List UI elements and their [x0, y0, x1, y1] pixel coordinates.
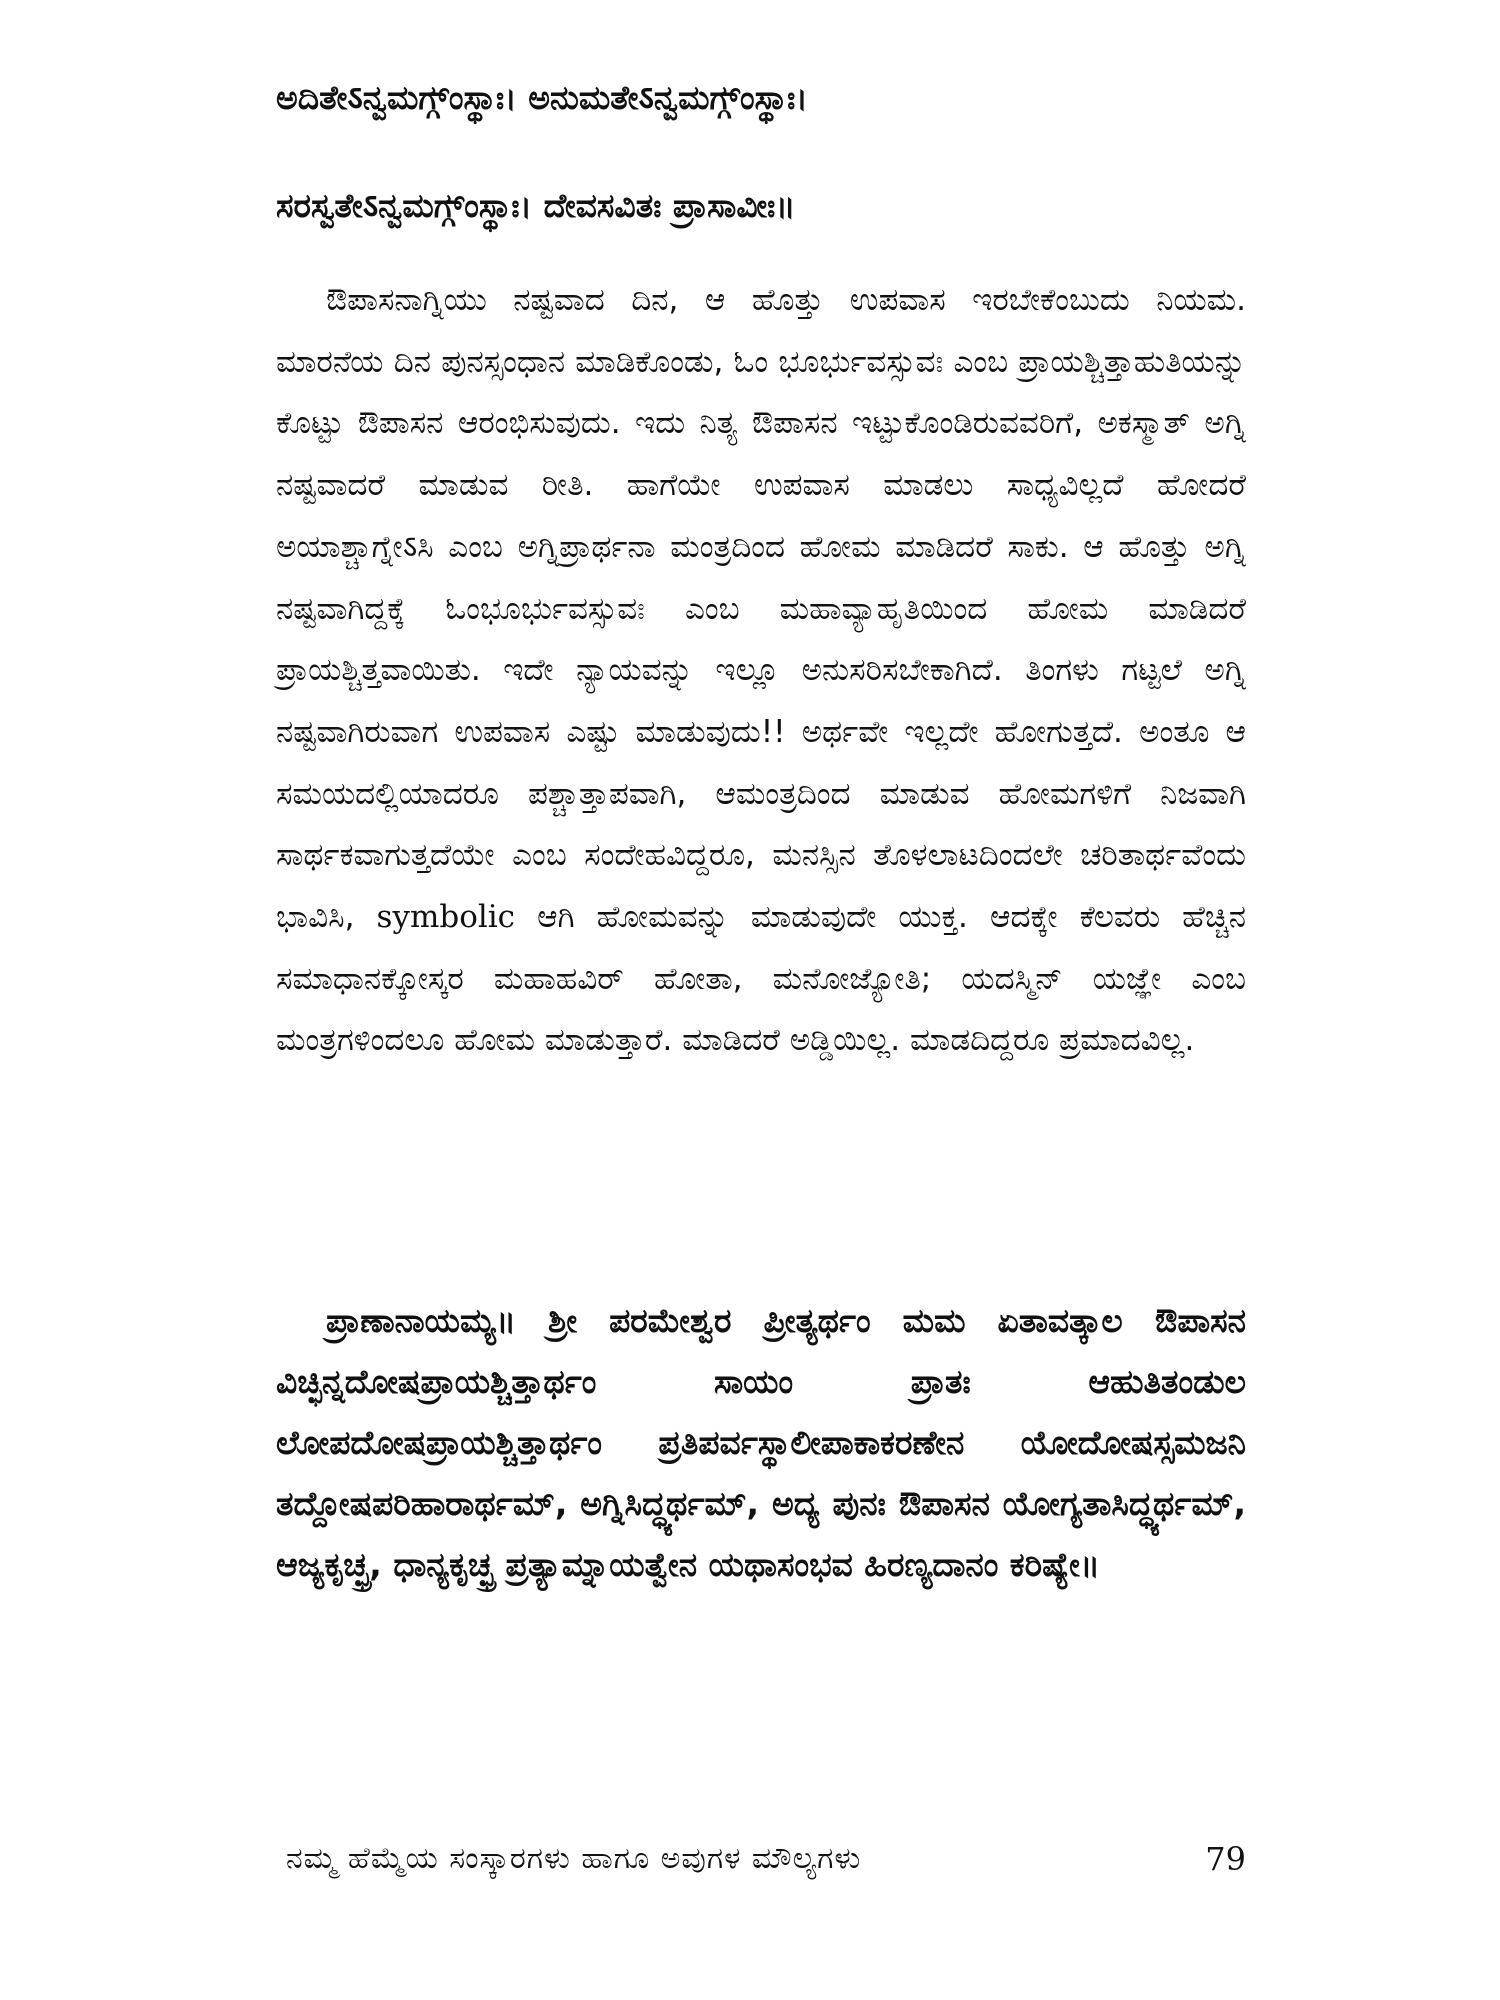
sankalpa-text: ಪ್ರಾಣಾನಾಯಮ್ಯ॥ ಶ್ರೀ ಪರಮೇಶ್ವರ ಪ್ರೀತ್ಯರ್ಥಂ ಮಮ ಏತಾವತ್ಕಾಲ ಔಪಾಸನ ವಿಚ್ಛಿನ್ನದೋಷಪ್ರಾಯಶ್ಚಿತ್ತಾರ್ಥಂ ಸಾಯಂ ಪ್ರಾತಃ ಆಹುತಿತಂಡುಲ ಲೋಪದೋಷಪ್ರಾಯಶ್ಚಿತ್ತಾರ್ಥಂ ಪ್ರತಿಪರ್ವಸ್ಥಾಲೀಪಾಕಾಕರಣೇನ ಯೋದೋಷಸ್ಸಮಜನಿ ತದ್ದೋಷಪರಿಹಾರಾರ್ಥಮ್, ಅಗ್ನಿಸಿದ್ಧ್ಯರ್ಥಮ್, ಅದ್ಯ ಪುನಃ ಔಪಾಸನ ಯೋಗ್ಯತಾಸಿದ್ಧ್ಯರ್ಥಮ್, ಆಜ್ಯಕೃಚ್ಛ್ರ, ಧಾನ್ಯಕೃಚ್ಛ್ರ ಪ್ರತ್ಯಾಮ್ನಾಯತ್ವೇನ ಯಥಾಸಂಭವ ಹಿರಣ್ಯದಾನಂ ಕರಿಷ್ಯೇ॥ [276, 1301, 1246, 1584]
paragraph-1-after: ಆಗಿ ಹೋಮವನ್ನು ಮಾಡುವುದೇ ಯುಕ್ತ. ಆದಕ್ಕೇ ಕೆಲವರು ಹೆಚ್ಚಿನ ಸಮಾಧಾನಕ್ಕೋಸ್ಕರ ಮಹಾಹವಿರ್ ಹೋತಾ, ಮನೋಜ್ಯೋತಿ; ಯದಸ್ಮಿನ್ ಯಜ್ಞೇ ಎಂಬ ಮಂತ್ರಗಳಿಂದಲೂ ಹೋಮ ಮಾಡುತ್ತಾರೆ. ಮಾಡಿದರೆ ಅಡ್ಡಿಯಿಲ್ಲ. ಮಾಡದಿದ್ದರೂ ಪ್ರಮಾದವಿಲ್ಲ. [276, 899, 1246, 1059]
mantra-line-2: ಸರಸ್ವತೇऽನ್ವಮಗ್ಗ್ಂಸ್ಥಾಃ। ದೇವಸವಿತಃ ಪ್ರಾಸಾವೀಃ॥ [276, 186, 796, 225]
paragraph-1-text [276, 270, 1246, 1072]
page-number: 79 [1205, 1840, 1246, 1878]
mantra-line-1: ಅದಿತೇऽನ್ವಮಗ್ಗ್ಂಸ್ಥಾಃ। ಅನುಮತೇऽನ್ವಮಗ್ಗ್ಂಸ್ಥಾಃ। [276, 78, 808, 117]
body-paragraph-1 [276, 270, 1246, 1072]
footer-book-title: ನಮ್ಮ ಹೆಮ್ಮೆಯ ಸಂಸ್ಕಾರಗಳು ಹಾಗೂ ಅವುಗಳ ಮೌಲ್ಯಗಳು [286, 1841, 862, 1876]
body-paragraph-2 [276, 1290, 1246, 1595]
paragraph-1-before: ಔಪಾಸನಾಗ್ನಿಯು ನಷ್ಟವಾದ ದಿನ, ಆ ಹೊತ್ತು ಉಪವಾಸ ಇರಬೇಕೆಂಬುದು ನಿಯಮ. ಮಾರನೆಯ ದಿನ ಪುನಸ್ಸಂಧಾನ ಮಾಡಿಕೊಂಡು, ಓಂ ಭೂರ್ಭುವಸ್ಸುವಃ ಎಂಬ ಪ್ರಾಯಶ್ಚಿತ್ತಾಹುತಿಯನ್ನು ಕೊಟ್ಟು ಔಪಾಸನ ಆರಂಭಿಸುವುದು. ಇದು ನಿತ್ಯ ಔಪಾಸನ ಇಟ್ಟುಕೊಂಡಿರುವವರಿಗೆ, ಅಕಸ್ಮಾತ್ ಅಗ್ನಿ ನಷ್ಟವಾದರೆ ಮಾಡುವ ರೀತಿ. ಹಾಗೆಯೇ ಉಪವಾಸ ಮಾಡಲು ಸಾಧ್ಯವಿಲ್ಲದೆ ಹೋದರೆ ಅಯಾಶ್ಚಾಗ್ನೇऽಸಿ ಎಂಬ ಅಗ್ನಿಪ್ರಾರ್ಥನಾ ಮಂತ್ರದಿಂದ ಹೋಮ ಮಾಡಿದರೆ ಸಾಕು. ಆ ಹೊತ್ತು ಅಗ್ನಿ ನಷ್ಟವಾಗಿದ್ದಕ್ಕೆ ಓಂಭೂರ್ಭುವಸ್ಸುವಃ ಎಂಬ ಮಹಾವ್ಯಾಹೃತಿಯಿಂದ ಹೋಮ ಮಾಡಿದರೆ ಪ್ರಾಯಶ್ಚಿತ್ತವಾಯಿತು. ಇದೇ ನ್ಯಾಯವನ್ನು ಇಲ್ಲೂ ಅನುಸರಿಸಬೇಕಾಗಿದೆ. ತಿಂಗಳು ಗಟ್ಟಲೆ ಅಗ್ನಿ ನಷ್ಟವಾಗಿರುವಾಗ ಉಪವಾಸ ಎಷ್ಟು ಮಾಡುವುದು!! ಅರ್ಥವೇ ಇಲ್ಲದೇ ಹೋಗುತ್ತದೆ. ಅಂತೂ ಆ ಸಮಯದಲ್ಲಿಯಾದರೂ ಪಶ್ಚಾತ್ತಾಪವಾಗಿ, ಆಮಂತ್ರದಿಂದ ಮಾಡುವ ಹೋಮಗಳಿಗೆ ನಿಜವಾಗಿ ಸಾರ್ಥಕವಾಗುತ್ತದೆಯೇ ಎಂಬ ಸಂದೇಹವಿದ್ದರೂ, ಮನಸ್ಸಿನ ತೊಳಲಾಟದಿಂದಲೇ ಚರಿತಾರ್ಥವೆಂದು ಭಾವಿಸಿ, [276, 282, 1246, 936]
english-word-symbolic: symbolic [376, 899, 516, 936]
page-footer [276, 1834, 1246, 1884]
